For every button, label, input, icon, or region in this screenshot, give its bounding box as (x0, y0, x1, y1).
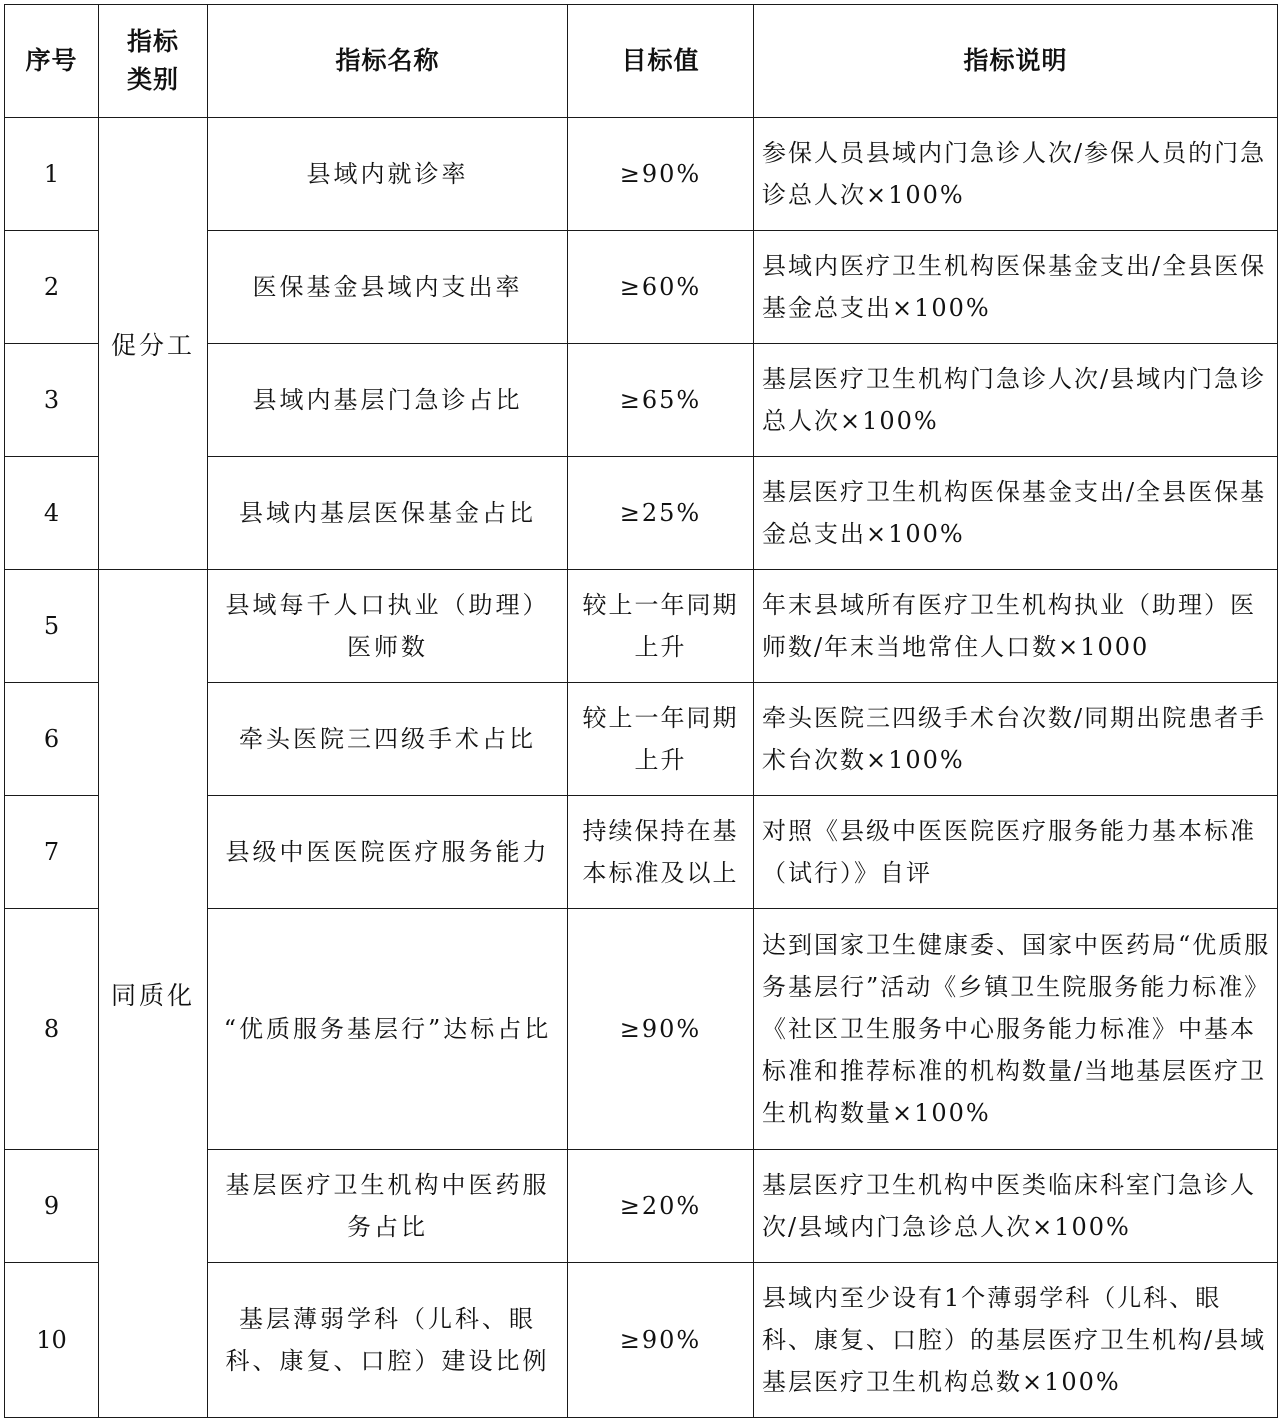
row-no: 7 (5, 796, 99, 909)
row-desc: 牵头医院三四级手术台次数/同期出院患者手术台次数×100% (754, 683, 1278, 796)
header-name: 指标名称 (208, 5, 568, 118)
row-name: 基层薄弱学科（儿科、眼科、康复、口腔）建设比例 (208, 1263, 568, 1418)
header-target: 目标值 (568, 5, 754, 118)
category-homogenization: 同质化 (99, 570, 208, 1418)
table-header-row (5, 5, 1278, 118)
row-name: 县级中医医院医疗服务能力 (208, 796, 568, 909)
row-desc: 年末县域所有医疗卫生机构执业（助理）医师数/年末当地常住人口数×1000 (754, 570, 1278, 683)
row-name: 牵头医院三四级手术占比 (208, 683, 568, 796)
row-target: ≥65% (568, 344, 754, 457)
row-name: 县域内基层医保基金占比 (208, 457, 568, 570)
header-desc: 指标说明 (754, 5, 1278, 118)
row-target: ≥90% (568, 118, 754, 231)
row-target: ≥20% (568, 1150, 754, 1263)
header-category-label: 指标类别 (126, 27, 179, 94)
table-row (5, 570, 1278, 683)
row-desc: 县域内医疗卫生机构医保基金支出/全县医保基金总支出×100% (754, 231, 1278, 344)
row-target: 较上一年同期上升 (568, 683, 754, 796)
row-no: 8 (5, 909, 99, 1150)
row-name: 县域每千人口执业（助理）医师数 (208, 570, 568, 683)
row-target: 持续保持在基本标准及以上 (568, 796, 754, 909)
row-target: 较上一年同期上升 (568, 570, 754, 683)
row-desc: 基层医疗卫生机构中医类临床科室门急诊人次/县域内门急诊总人次×100% (754, 1150, 1278, 1263)
table-row (5, 118, 1278, 231)
row-no: 4 (5, 457, 99, 570)
row-name: 县域内就诊率 (208, 118, 568, 231)
row-no: 3 (5, 344, 99, 457)
row-no: 10 (5, 1263, 99, 1418)
row-desc: 达到国家卫生健康委、国家中医药局“优质服务基层行”活动《乡镇卫生院服务能力标准》《社区卫生服务中心服务能力标准》中基本标准和推荐标准的机构数量/当地基层医疗卫生机构数量×100% (754, 909, 1278, 1150)
row-name: 基层医疗卫生机构中医药服务占比 (208, 1150, 568, 1263)
row-name: “优质服务基层行”达标占比 (208, 909, 568, 1150)
row-no: 1 (5, 118, 99, 231)
row-desc: 对照《县级中医医院医疗服务能力基本标准（试行）》自评 (754, 796, 1278, 909)
row-desc: 参保人员县域内门急诊人次/参保人员的门急诊总人次×100% (754, 118, 1278, 231)
row-target: ≥25% (568, 457, 754, 570)
row-no: 9 (5, 1150, 99, 1263)
category-division: 促分工 (99, 118, 208, 570)
indicator-table (4, 4, 1278, 1418)
row-desc: 基层医疗卫生机构医保基金支出/全县医保基金总支出×100% (754, 457, 1278, 570)
row-desc: 县域内至少设有1个薄弱学科（儿科、眼科、康复、口腔）的基层医疗卫生机构/县域基层医疗卫生机构总数×100% (754, 1263, 1278, 1418)
row-name: 医保基金县域内支出率 (208, 231, 568, 344)
row-no: 5 (5, 570, 99, 683)
row-no: 2 (5, 231, 99, 344)
row-target: ≥90% (568, 1263, 754, 1418)
row-target: ≥60% (568, 231, 754, 344)
row-target: ≥90% (568, 909, 754, 1150)
header-category (99, 5, 208, 118)
row-no: 6 (5, 683, 99, 796)
header-no: 序号 (5, 5, 99, 118)
row-desc: 基层医疗卫生机构门急诊人次/县域内门急诊总人次×100% (754, 344, 1278, 457)
row-name: 县域内基层门急诊占比 (208, 344, 568, 457)
